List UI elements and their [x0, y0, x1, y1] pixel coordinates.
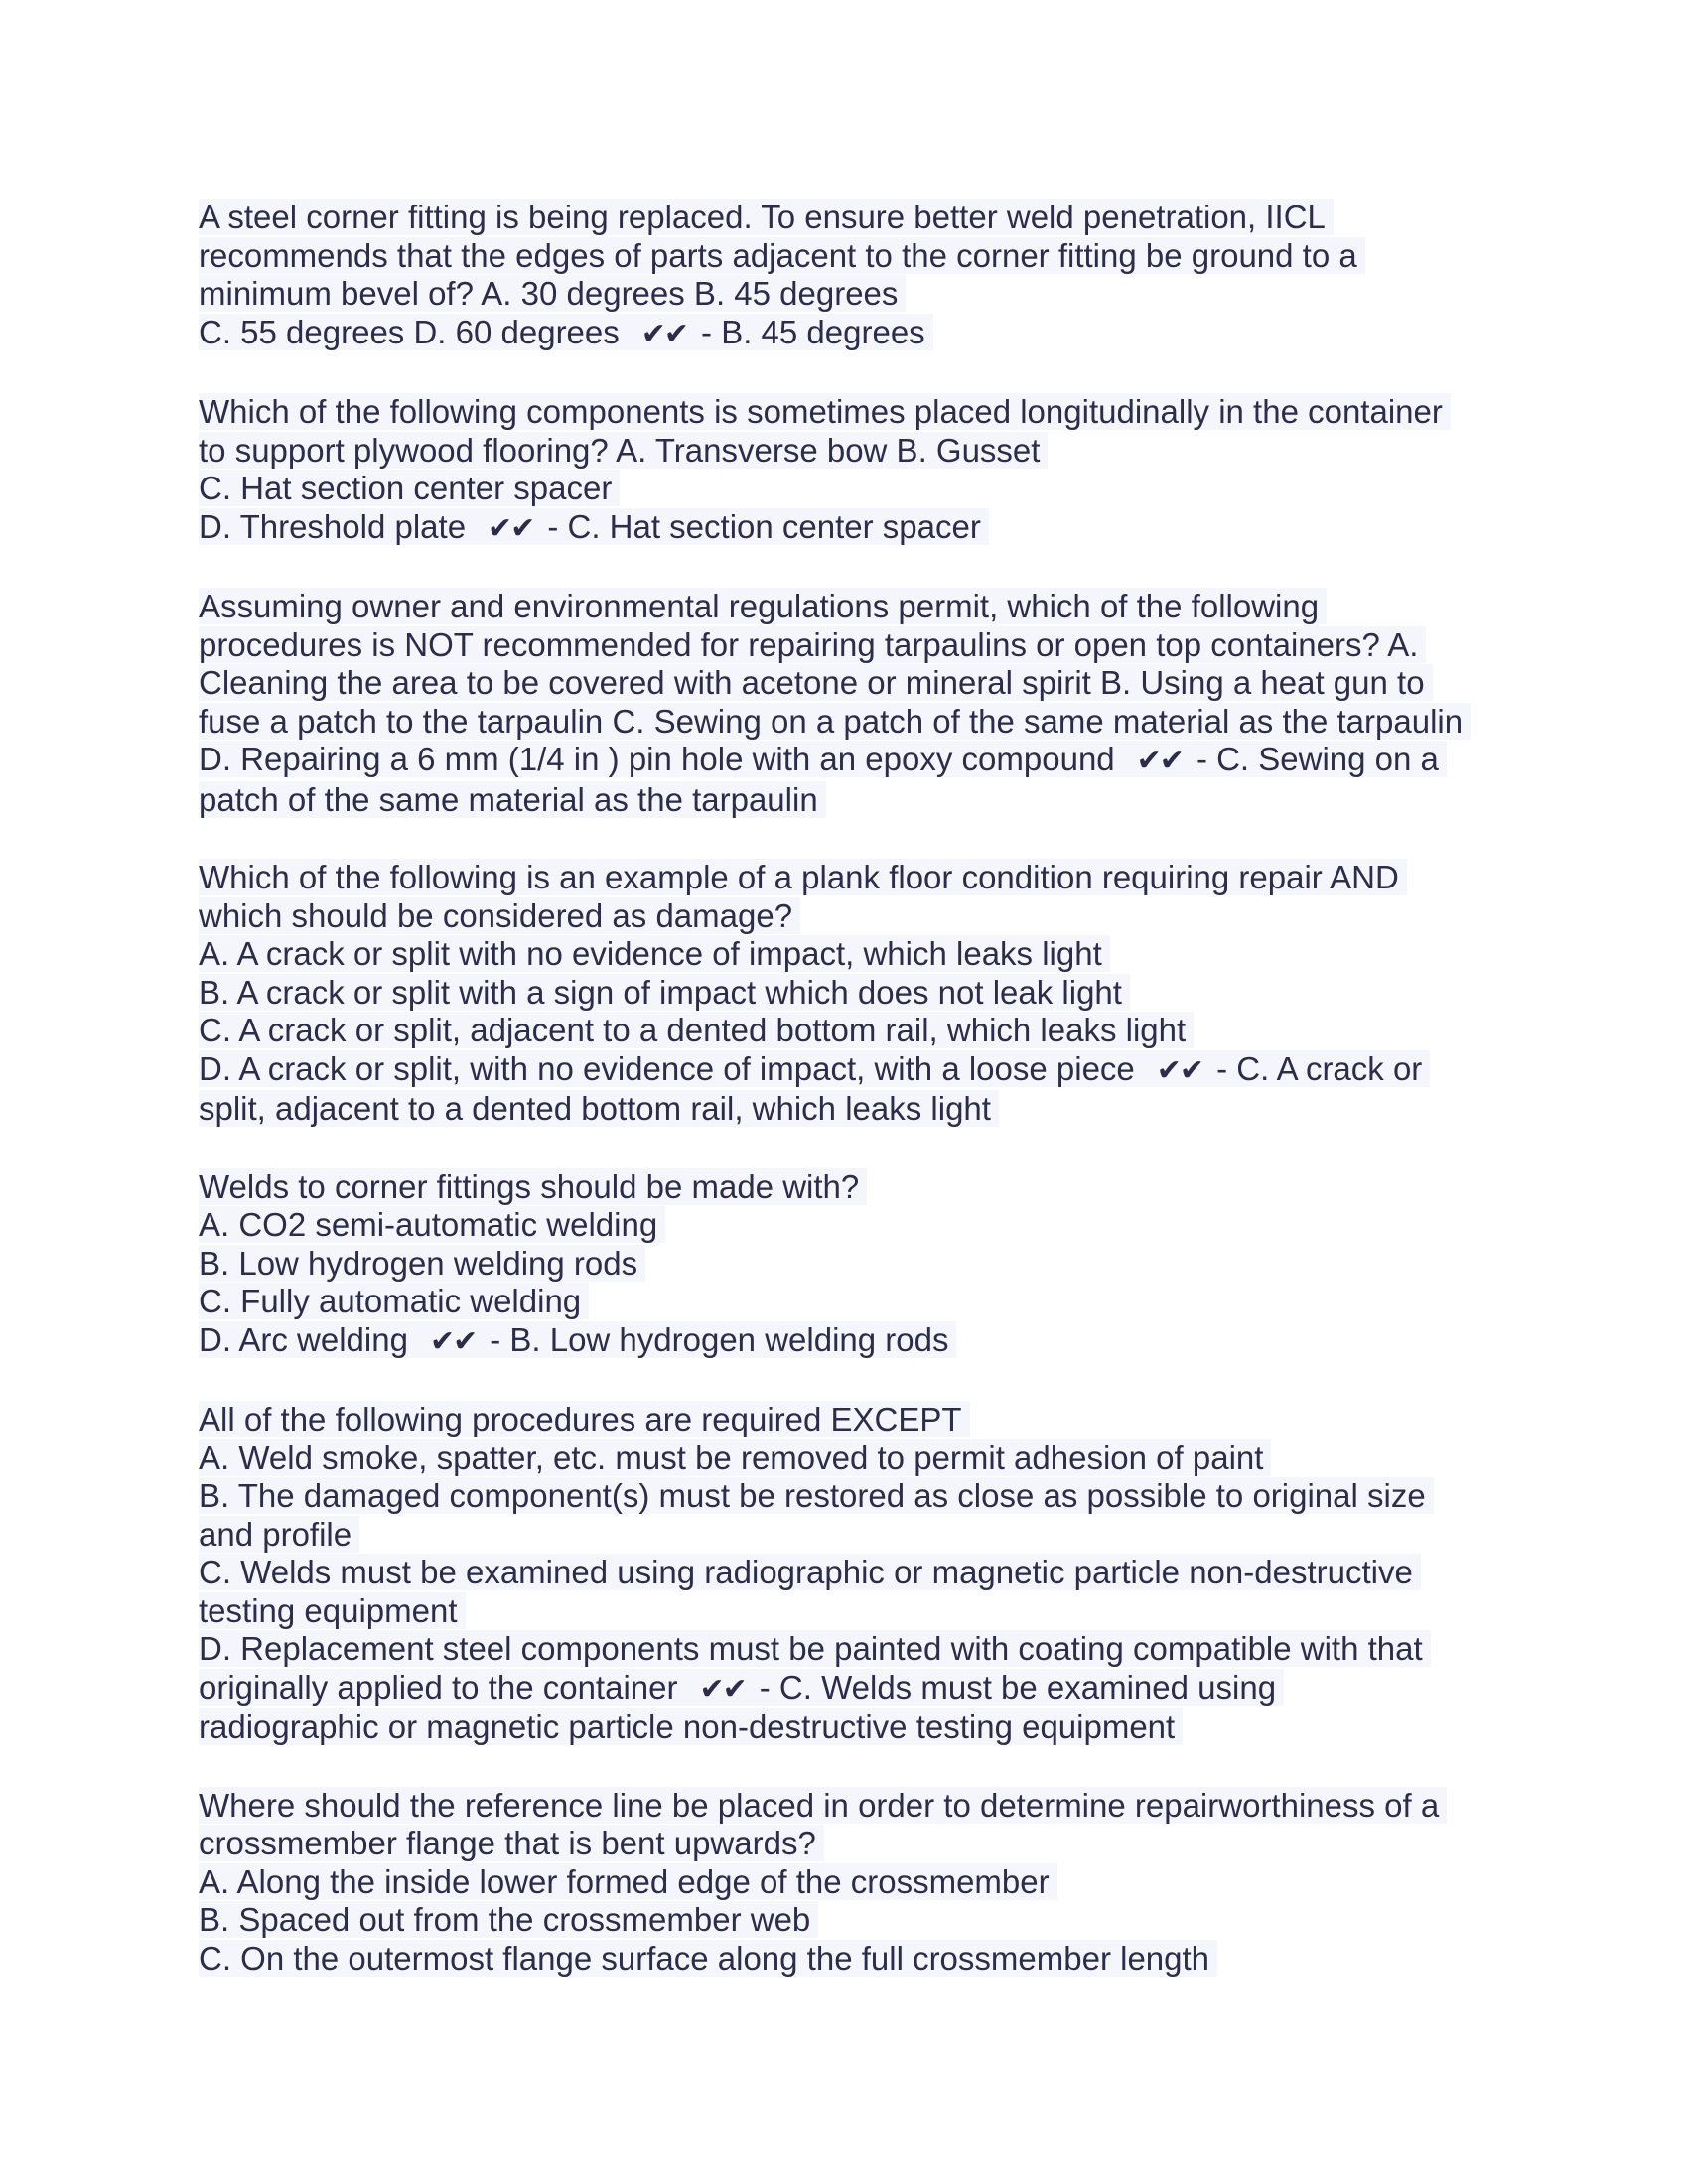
question-text: and profile — [199, 1516, 359, 1553]
answer-continuation-text: split, adjacent to a dented bottom rail, which leaks light — [199, 1090, 999, 1127]
question-text: Welds to corner fittings should be made with? — [199, 1168, 867, 1205]
question-text: A. A crack or split with no evidence of impact, which leaks light — [199, 935, 1110, 972]
question-text: B. The damaged component(s) must be restored as close as possible to original size — [199, 1477, 1434, 1514]
answer-line — [199, 508, 1509, 549]
question-line — [199, 1206, 1509, 1245]
question-line — [199, 199, 1509, 237]
question-line — [199, 1825, 1509, 1863]
question-text: A steel corner fitting is being replaced. To ensure better weld penetration, IICL — [199, 199, 1334, 235]
question-line — [199, 1477, 1509, 1516]
answer-continuation-line — [199, 781, 1509, 820]
question-text: C. Hat section center spacer — [199, 470, 620, 506]
question-line — [199, 237, 1509, 276]
question-line — [199, 1439, 1509, 1478]
question-text: A. CO2 semi-automatic welding — [199, 1206, 665, 1243]
answer-lead-text: D. A crack or split, with no evidence of impact, with a loose piece — [199, 1049, 1135, 1087]
answer-highlight — [199, 314, 933, 350]
answer-line — [199, 1050, 1509, 1091]
question-text: which should be considered as damage? — [199, 897, 800, 934]
answer-line — [199, 314, 1509, 354]
question-text: fuse a patch to the tarpaulin C. Sewing on a patch of the same material as the tarpaulin — [199, 703, 1471, 740]
question-text: Where should the reference line be placed in order to determine repairworthiness of a — [199, 1787, 1447, 1824]
answer-line — [199, 741, 1509, 781]
double-check-icon: ✔✔ — [640, 316, 688, 351]
answer-continuation-line — [199, 1090, 1509, 1129]
question-line — [199, 1940, 1509, 1979]
question-line — [199, 1516, 1509, 1555]
question-line — [199, 1592, 1509, 1631]
question-text: All of the following procedures are required EXCEPT — [199, 1401, 970, 1437]
question-block — [199, 1787, 1509, 1979]
question-line — [199, 393, 1509, 432]
question-line — [199, 974, 1509, 1013]
answer-lead-text: originally applied to the container — [199, 1668, 678, 1706]
question-line — [199, 1168, 1509, 1207]
question-line — [199, 470, 1509, 508]
answer-line — [199, 1321, 1509, 1362]
question-line — [199, 1554, 1509, 1592]
question-text: testing equipment — [199, 1592, 466, 1629]
question-line — [199, 935, 1509, 974]
question-text: B. Spaced out from the crossmember web — [199, 1901, 818, 1938]
question-block — [199, 393, 1509, 548]
question-text: C. Welds must be examined using radiographic or magnetic particle non-destructive — [199, 1554, 1421, 1590]
question-text: C. Fully automatic welding — [199, 1283, 589, 1319]
answer-highlight — [199, 741, 1447, 777]
double-check-icon: ✔✔ — [488, 510, 534, 546]
answer-text: - B. 45 degrees — [701, 313, 925, 350]
double-check-icon: ✔✔ — [1156, 1052, 1203, 1088]
answer-text: - C. Hat section center spacer — [547, 507, 981, 545]
question-line — [199, 626, 1509, 665]
answer-highlight — [199, 1050, 1430, 1087]
question-text: recommends that the edges of parts adjacent to the corner fitting be ground to a — [199, 237, 1365, 274]
question-text: C. On the outermost flange surface along the full crossmember length — [199, 1940, 1217, 1977]
answer-lead-text: D. Threshold plate — [199, 507, 467, 545]
question-line — [199, 432, 1509, 471]
answer-highlight — [199, 508, 989, 545]
question-text: crossmember flange that is bent upwards? — [199, 1825, 824, 1861]
question-line — [199, 703, 1509, 742]
question-line — [199, 1245, 1509, 1284]
answer-highlight — [199, 1669, 1284, 1706]
answer-continuation-text: radiographic or magnetic particle non-destructive testing equipment — [199, 1708, 1183, 1745]
question-line — [199, 1283, 1509, 1321]
question-text: B. A crack or split with a sign of impact which does not leak light — [199, 974, 1130, 1011]
question-text: Which of the following components is sometimes placed longitudinally in the container — [199, 393, 1451, 430]
question-text: Assuming owner and environmental regulations permit, which of the following — [199, 588, 1327, 624]
question-text: minimum bevel of? A. 30 degrees B. 45 degrees — [199, 275, 906, 312]
double-check-icon: ✔✔ — [429, 1323, 477, 1359]
question-line — [199, 1630, 1509, 1669]
question-block — [199, 1168, 1509, 1362]
question-text: procedures is NOT recommended for repairing tarpaulins or open top containers? A. — [199, 626, 1426, 663]
question-text: D. Replacement steel components must be painted with coating compatible with that — [199, 1630, 1431, 1667]
question-block — [199, 588, 1509, 819]
answer-line — [199, 1669, 1509, 1709]
question-text: B. Low hydrogen welding rods — [199, 1245, 645, 1282]
question-block — [199, 199, 1509, 353]
question-block — [199, 859, 1509, 1129]
question-line — [199, 1012, 1509, 1050]
question-text: C. A crack or split, adjacent to a dented bottom rail, which leaks light — [199, 1012, 1194, 1048]
question-text: A. Along the inside lower formed edge of the crossmember — [199, 1863, 1057, 1900]
double-check-icon: ✔✔ — [699, 1671, 746, 1706]
question-text: Which of the following is an example of a plank floor condition requiring repair AND — [199, 859, 1407, 895]
answer-lead-text: D. Arc welding — [199, 1320, 408, 1358]
question-text: to support plywood flooring? A. Transverse bow B. Gusset — [199, 432, 1048, 469]
answer-text: - B. Low hydrogen welding rods — [490, 1320, 949, 1358]
answer-lead-text: C. 55 degrees D. 60 degrees — [199, 313, 620, 350]
question-line — [199, 1401, 1509, 1439]
question-block — [199, 1401, 1509, 1747]
question-line — [199, 588, 1509, 626]
answer-continuation-line — [199, 1708, 1509, 1747]
question-line — [199, 859, 1509, 897]
question-list — [199, 199, 1509, 2017]
question-text: A. Weld smoke, spatter, etc. must be removed to permit adhesion of paint — [199, 1439, 1271, 1476]
question-line — [199, 1863, 1509, 1902]
question-line — [199, 664, 1509, 703]
question-line — [199, 897, 1509, 936]
answer-lead-text: D. Repairing a 6 mm (1/4 in ) pin hole with an epoxy compound — [199, 741, 1115, 777]
answer-text: - C. Welds must be examined using — [759, 1668, 1277, 1706]
answer-text: - C. A crack or — [1216, 1049, 1423, 1087]
question-line — [199, 275, 1509, 314]
answer-text: - C. Sewing on a — [1196, 741, 1439, 777]
question-text: Cleaning the area to be covered with acetone or mineral spirit B. Using a heat gun to — [199, 664, 1433, 701]
answer-continuation-text: patch of the same material as the tarpaulin — [199, 781, 826, 818]
double-check-icon: ✔✔ — [1136, 744, 1183, 778]
question-line — [199, 1901, 1509, 1940]
answer-highlight — [199, 1321, 956, 1358]
question-line — [199, 1787, 1509, 1826]
